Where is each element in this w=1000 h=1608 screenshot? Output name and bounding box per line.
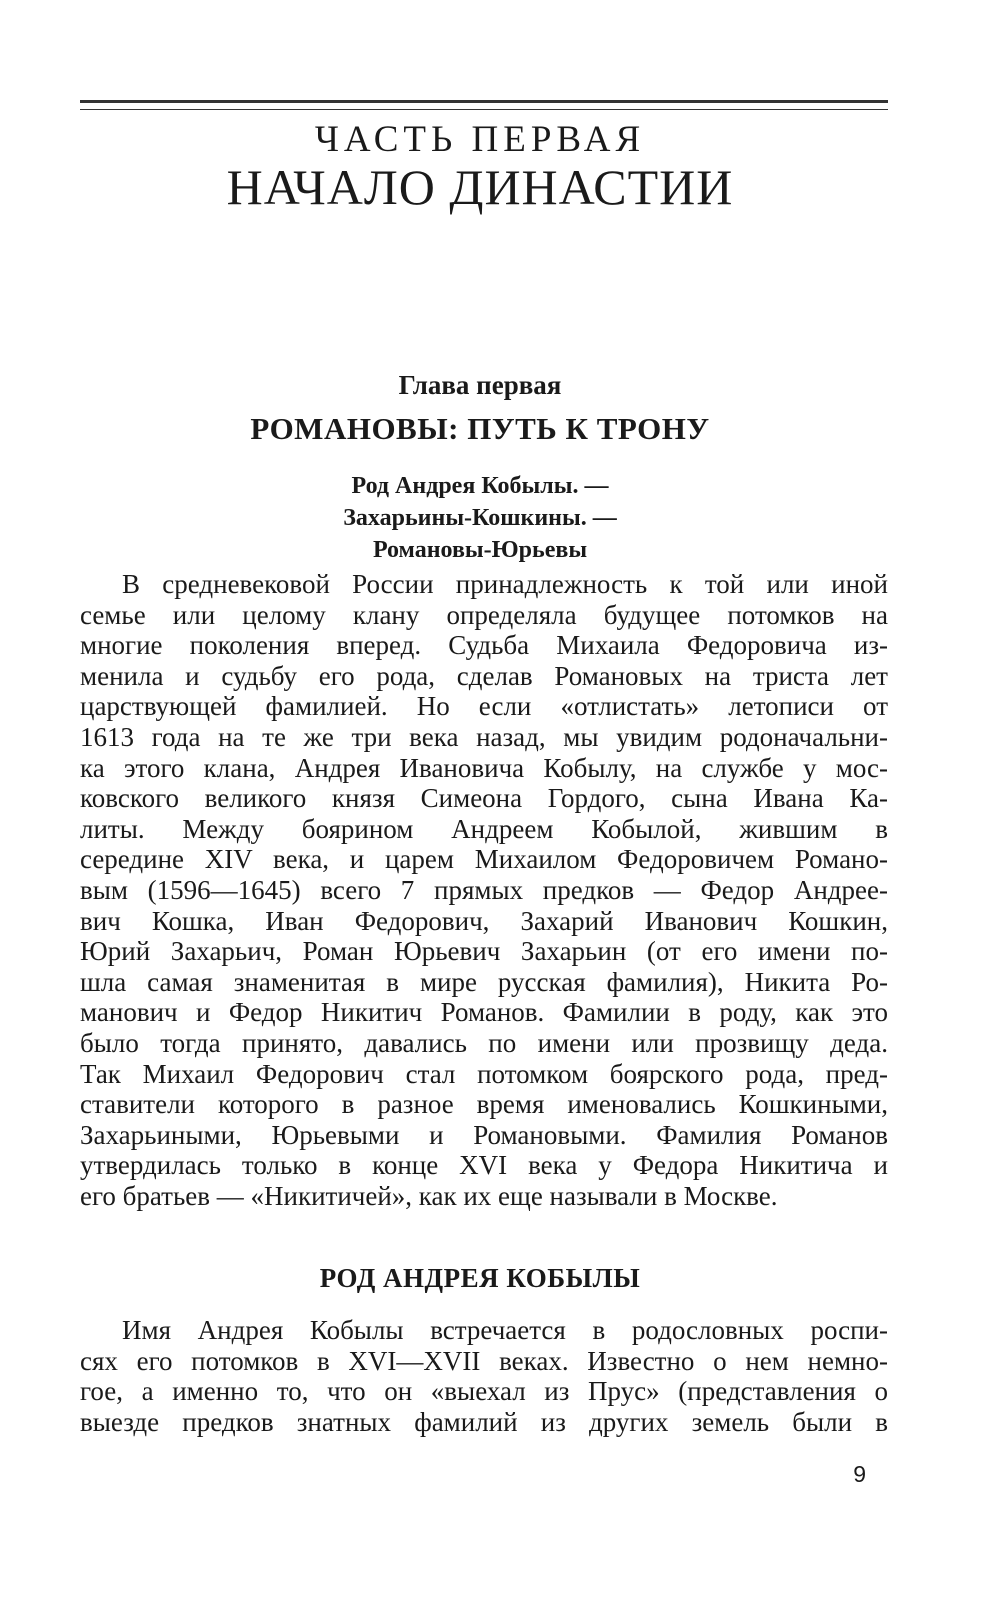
text-line: Юрий Захарьич, Роман Юрьевич Захарьин (от его имени по- xyxy=(80,936,888,967)
text-line: выезде предков знатных фамилий из других земель были в xyxy=(80,1406,888,1437)
text-line: Так Михаил Федорович стал потомком боярского рода, пред- xyxy=(80,1058,888,1089)
text-line: шла самая знаменитая в мире русская фамилия), Никита Ро- xyxy=(80,966,888,997)
text-line: середине XIV века, и царем Михаилом Федоровичем Романо- xyxy=(80,844,888,875)
text-line: ковского великого князя Симеона Гордого, сына Ивана Ка- xyxy=(80,783,888,814)
text-line: ка этого клана, Андрея Ивановича Кобылу, на службе у мос- xyxy=(80,752,888,783)
text-line: гое, а именно то, что он «выехал из Прус» (представления о xyxy=(80,1376,888,1407)
epigraph-line: Род Андрея Кобылы. — xyxy=(351,473,609,499)
section-title: РОД АНДРЕЯ КОБЫЛЫ xyxy=(319,1263,641,1293)
text-line: манович и Федор Никитич Романов. Фамилии в роду, как это xyxy=(80,997,888,1028)
text-line: утвердилась только в конце XVI века у Федора Никитича и xyxy=(80,1150,888,1181)
text-line: литы. Между боярином Андреем Кобылой, жившим в xyxy=(80,813,888,844)
text-line: было тогда принято, давались по имени или прозвищу деда. xyxy=(80,1027,888,1058)
text-line: царствующей фамилией. Но если «отлистать» летописи от xyxy=(80,691,888,722)
paragraph-1 xyxy=(80,569,888,1211)
text-line: сях его потомков в XVI—XVII веках. Известно о нем немно- xyxy=(80,1345,888,1376)
text-line: В средневековой России принадлежность к той или иной xyxy=(122,569,888,599)
text-line: ставители которого в разное время именовались Кошкиными, xyxy=(80,1089,888,1120)
text-line: семье или целому клану определяла будущее потомков на xyxy=(80,599,888,630)
text-line: Захарьиными, Юрьевыми и Романовыми. Фамилия Романов xyxy=(80,1119,888,1150)
text-line: 1613 года на те же три века назад, мы увидим родоначальни- xyxy=(80,721,888,752)
chapter-epigraph xyxy=(0,470,960,566)
epigraph-line: Захарьины-Кошкины. — xyxy=(343,505,617,531)
text-line: Имя Андрея Кобылы встречается в родословных роспи- xyxy=(122,1315,888,1345)
paragraph-2 xyxy=(80,1315,888,1437)
epigraph-line: Романовы-Юрьевы xyxy=(372,537,588,563)
text-line: вич Кошка, Иван Федорович, Захарий Иванович Кошкин, xyxy=(80,905,888,936)
part-label: ЧАСТЬ ПЕРВАЯ xyxy=(314,119,646,160)
chapter-title: РОМАНОВЫ: ПУТЬ К ТРОНУ xyxy=(250,411,710,446)
page-number: 9 xyxy=(853,1461,866,1487)
part-title: НАЧАЛО ДИНАСТИИ xyxy=(226,159,734,215)
text-line: его братьев — «Никитичей», как их еще называли в Москве. xyxy=(80,1180,778,1211)
text-line: вым (1596—1645) всего 7 прямых предков — Федор Андрее- xyxy=(80,874,888,905)
chapter-number: Глава первая xyxy=(398,370,562,400)
text-line: многие поколения вперед. Судьба Михаила Федоровича из- xyxy=(80,630,888,661)
text-line: менила и судьбу его рода, сделав Романовых на триста лет xyxy=(80,660,888,691)
header-rule xyxy=(80,100,888,110)
